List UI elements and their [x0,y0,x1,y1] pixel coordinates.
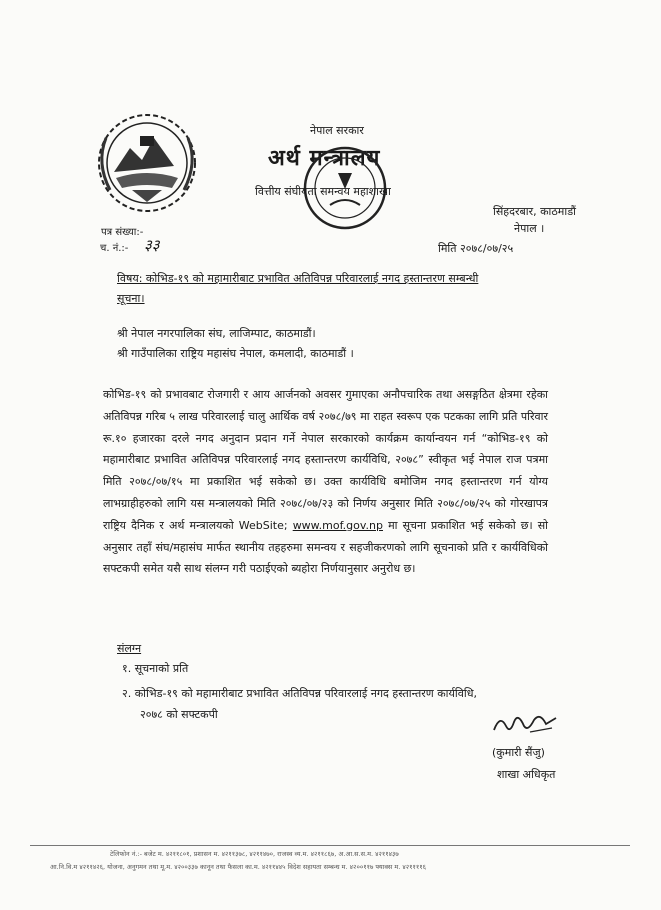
signatory-name: (कुमारी सैंजु) [492,746,545,759]
letter-number-label: पत्र संख्या:- [101,227,144,238]
footer-divider [30,845,630,846]
country: नेपाल । [514,222,545,235]
subject-line-2: सूचना। [117,292,145,305]
ministry-name: अर्थ मन्त्रालय [268,146,381,171]
government-name: नेपाल सरकार [310,124,364,137]
attachment-item-2-line-2: २०७८ को सफ्टकपी [140,708,218,721]
recipient-2: श्री गाउँपालिका राष्ट्रिय महासंघ नेपाल, कमलादी, काठमाडौं । [117,347,354,360]
recipient-1: श्री नेपाल नगरपालिका संघ, लाजिम्पाट, काठमाडौं। [117,327,316,340]
letter-date: मिति २०७८/०७/२५ [438,242,514,255]
signature-icon [490,708,560,736]
body-paragraph [103,384,548,580]
attachment-item-1: १. सूचनाको प्रति [122,662,189,675]
place: सिंहदरबार, काठमाडौं [493,205,576,218]
footer-line-1: टेलिफोन नं.:- बजेट म. ४२११८०१, प्रशासन म. ४२११३७८, ४२११४७०, राजस्व व्य.म. ४२११८६७, अ.आ.स.स.म. ४२११४३७ [110,850,399,858]
signatory-title: शाखा अधिकृत [497,768,556,781]
subject-line-1: विषय: कोभिड-१९ को महामारीबाट प्रभावित अतिविपन्न परिवारलाई नगद हस्तान्तरण सम्बन्धी [117,272,479,285]
footer-line-2: आ.नि.वि.म ४२११४२६, योजना, अनुगमन तथा मू.म. ४२००३३७ कानून तथा फैसला का.म. ४२११४४५ विदेश सहायता सम्बन्ध म. ४२००११७ फ्याक्स म. ४२११११६ [50,863,427,871]
body-part-2: मा सूचना प्रकाशित भई सकेको छ। सो अनुसार तहाँ संघ/महासंघ मार्फत स्थानीय तहहरुमा समन्वय र सहजीकरणको लागि सूचनाको प्रति र कार्यविधिको सफ्टकपी समेत यसै साथ संलग्न गरी पठाईएको ब्यहोरा निर्णयानुसार अनुरोध छ। [103,518,549,576]
attachment-item-2-line-1: २. कोभिड-१९ को महामारीबाट प्रभावित अतिविपन्न परिवारलाई नगद हस्तान्तरण कार्यविधि, [122,687,477,700]
body-part-1: कोभिड-१९ को प्रभावबाट रोजगारी र आय आर्जनको अवसर गुमाएका अनौपचारिक तथा असङ्गठित क्षेत्रमा रहेका अतिविपन्न गरिब ५ लाख परिवारलाई चालु आर्थिक वर्ष २०७८/७९ मा राहत स्वरूप एक पटकका लागि प्रति परिवार रू.१० हजारका दरले नगद अनुदान प्रदान गर्ने नेपाल सरकारको कार्यक्रम कार्यान्वयन गर्न “कोभिड-१९ को महामारीबाट प्रभावित अतिविपन्न परिवारलाई नगद हस्तान्तरण कार्यविधि, २०७८” स्वीकृत भई नेपाल राज पत्रमा मिति २०७८/०७/१५ मा प्रकाशित भई सकेको छ। उक्त कार्यविधि बमोजिम नगद हस्तान्तरण गर्न योग्य लाभग्राहीहरुको लागि यस मन्त्रालयको मिति २०७८/०७/२३ को निर्णय अनुसार मिति २०७८/०७/२५ को गोरखापत्र राष्ट्रिय दैनिक र अर्थ मन्त्रालयको WebSite; [103,388,548,532]
division-name: वित्तीय संघीयता समन्वय महाशाखा [255,185,391,198]
attachments-heading: संलग्न [117,642,142,655]
nepal-emblem-icon [92,108,202,218]
dispatch-number-value: ३३ [144,236,160,254]
website-link[interactable]: www.mof.gov.np [292,518,383,532]
dispatch-number-label: च. नं.:- [100,243,129,254]
